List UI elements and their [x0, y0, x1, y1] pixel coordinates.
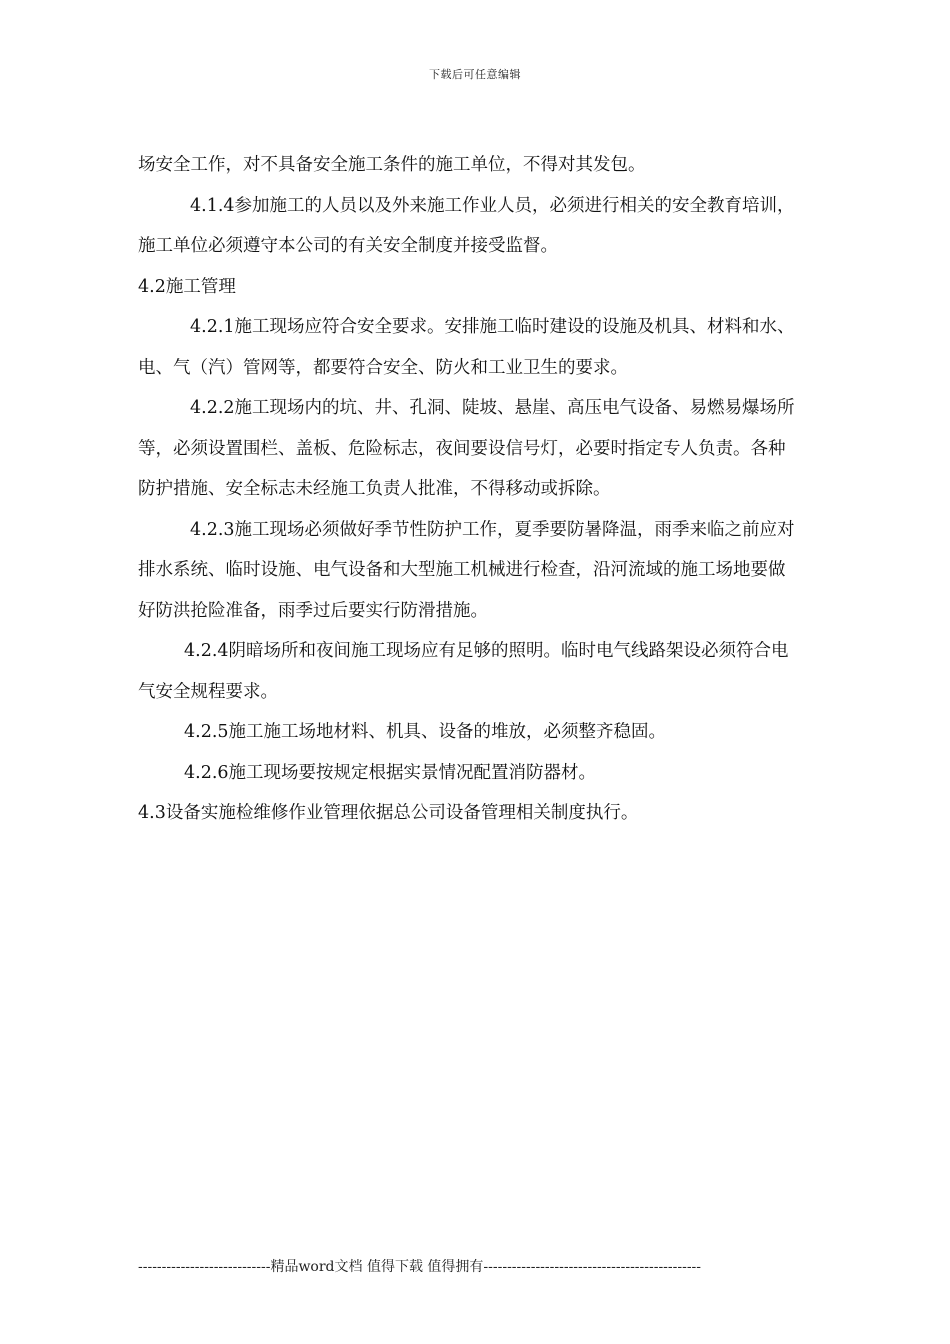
paragraph-line: 防护措施、安全标志未经施工负责人批准，不得移动或拆除。 — [138, 479, 611, 499]
paragraph-line: 4.2.6施工现场要按规定根据实景情况配置消防器材。 — [184, 762, 597, 783]
paragraph-line: 等，必须设置围栏、盖板、危险标志，夜间要设信号灯，必要时指定专人负责。各种 — [138, 438, 786, 459]
page-footer: ----------------------------精品word文档 值得下载 值得拥有---------------------------------------------- — [138, 1259, 702, 1275]
paragraph-line: 电、气（汽）管网等，都要符合安全、防火和工业卫生的要求。 — [138, 357, 628, 378]
paragraph-line: 施工单位必须遵守本公司的有关安全制度并接受监督。 — [138, 236, 558, 256]
section-heading: 4.2施工管理 — [138, 276, 236, 297]
paragraph-line: 场安全工作，对不具备安全施工条件的施工单位，不得对其发包。 — [138, 155, 646, 175]
paragraph-line: 4.2.5施工施工场地材料、机具、设备的堆放，必须整齐稳固。 — [184, 722, 667, 742]
paragraph-line: 气安全规程要求。 — [138, 681, 278, 702]
page-header: 下载后可任意编辑 — [429, 68, 521, 81]
paragraph-line: 4.2.4阴暗场所和夜间施工现场应有足够的照明。临时电气线路架设必须符合电 — [184, 641, 789, 661]
paragraph-line: 4.2.3施工现场必须做好季节性防护工作，夏季要防暑降温，雨季来临之前应对 — [190, 519, 795, 540]
paragraph-line: 4.3设备实施检维修作业管理依据总公司设备管理相关制度执行。 — [138, 803, 639, 823]
document-body — [138, 145, 858, 834]
paragraph-line: 好防洪抢险准备，雨季过后要实行防滑措施。 — [138, 600, 488, 621]
paragraph-line: 4.1.4参加施工的人员以及外来施工作业人员，必须进行相关的安全教育培训， — [190, 195, 795, 216]
paragraph-line: 排水系统、临时设施、电气设备和大型施工机械进行检查，沿河流域的施工场地要做 — [138, 560, 786, 580]
paragraph-line: 4.2.1施工现场应符合安全要求。安排施工临时建设的设施及机具、材料和水、 — [190, 317, 795, 337]
paragraph-line: 4.2.2施工现场内的坑、井、孔洞、陡坡、悬崖、高压电气设备、易燃易爆场所 — [190, 398, 795, 418]
